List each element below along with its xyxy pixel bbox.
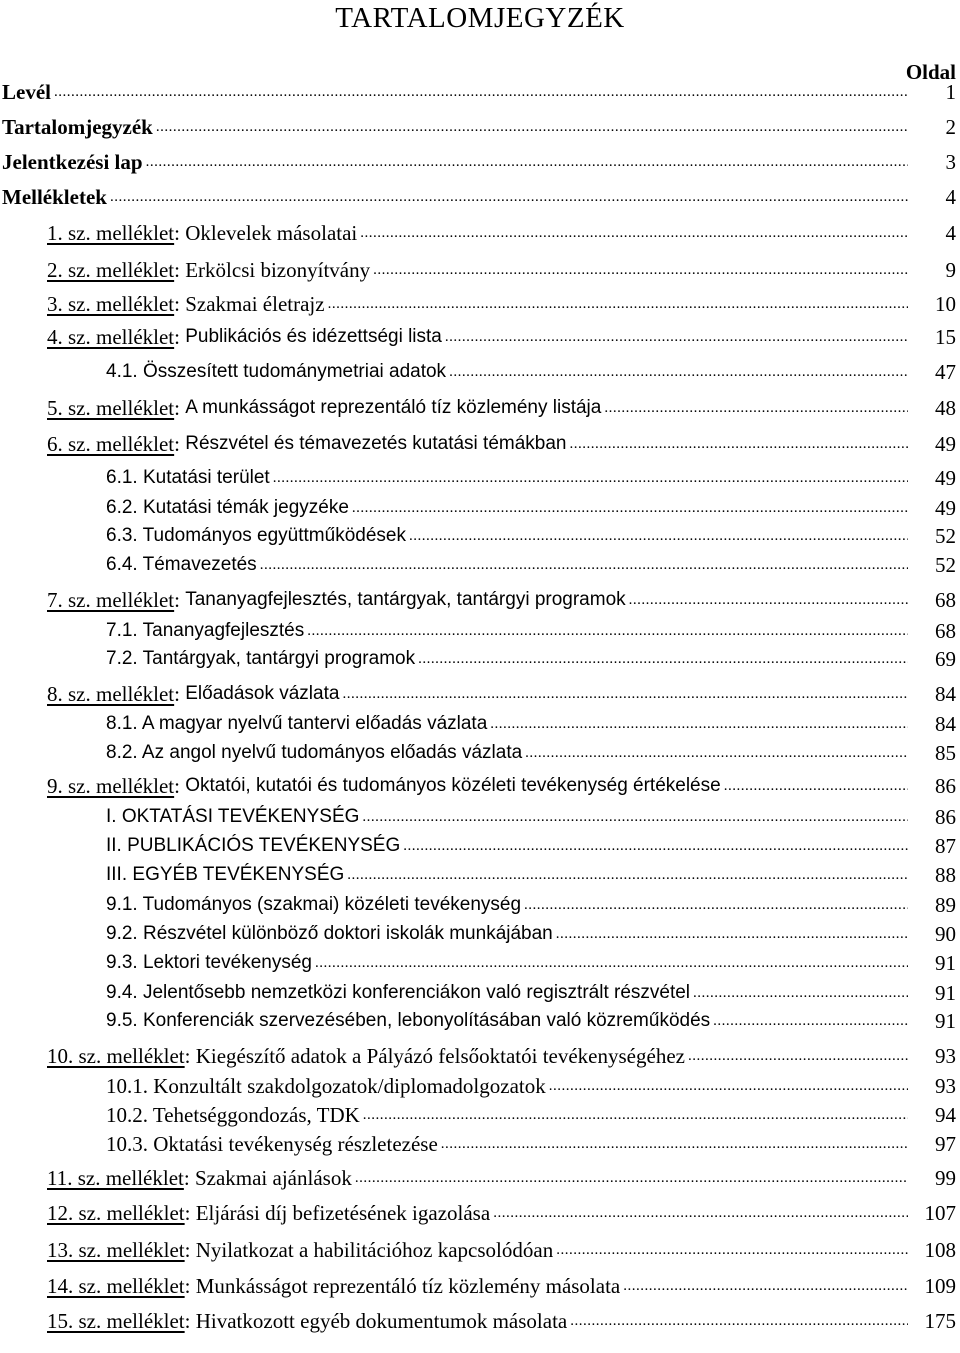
toc-page-number: 84 [935, 712, 956, 736]
toc-entry-title: 9.3. Lektori tevékenység [106, 952, 312, 973]
toc-entry[interactable] [0, 358, 956, 386]
toc-entry-title: Publikációs és idézettségi lista [185, 326, 442, 347]
toc-entry[interactable] [0, 551, 956, 579]
toc-page-number: 89 [935, 893, 956, 917]
toc-entry-label [0, 78, 51, 106]
annex-number: 7. sz. melléklet [47, 588, 175, 612]
toc-entry[interactable] [0, 323, 956, 351]
toc-entry-label [0, 586, 626, 614]
dot-leader [525, 739, 908, 767]
toc-entry-label [0, 183, 107, 211]
dot-leader [713, 1007, 908, 1035]
toc-entry[interactable] [0, 113, 956, 141]
toc-entry-title: II. PUBLIKÁCIÓS TEVÉKENYSÉG [106, 835, 401, 856]
dot-leader [570, 1307, 908, 1335]
annex-separator: : [174, 774, 186, 798]
dot-leader [328, 290, 908, 318]
annex-separator: : [184, 1201, 196, 1225]
toc-entry-label [0, 1307, 567, 1335]
dot-leader [315, 949, 908, 977]
toc-entry-title: Tartalomjegyzék [2, 115, 153, 139]
toc-entry[interactable] [0, 394, 956, 422]
toc-entry[interactable] [0, 1072, 956, 1100]
toc-entry[interactable] [0, 183, 956, 211]
toc-entry[interactable] [0, 803, 956, 831]
toc-entry-label [0, 219, 357, 247]
toc-entry-label [0, 1272, 620, 1300]
toc-entry[interactable] [0, 1307, 956, 1335]
toc-entry[interactable] [0, 979, 956, 1007]
toc-entry-label [0, 949, 312, 977]
toc-page-number: 87 [935, 834, 956, 858]
toc-entry-title: 4.1. Összesített tudománymetriai adatok [106, 361, 447, 382]
toc-page-number: 3 [945, 150, 956, 174]
annex-separator: : [183, 1166, 195, 1190]
toc-page-number: 91 [935, 981, 956, 1005]
toc-entry-label [0, 920, 553, 948]
dot-leader [556, 920, 908, 948]
annex-number: 15. sz. melléklet [47, 1309, 185, 1333]
annex-separator: : [174, 588, 186, 612]
toc-page-number: 48 [935, 396, 956, 420]
annex-number: 3. sz. melléklet [47, 292, 175, 316]
toc-page-number: 175 [924, 1309, 956, 1333]
toc-entry[interactable] [0, 1199, 956, 1227]
dot-leader [490, 710, 908, 738]
annex-separator: : [174, 325, 186, 349]
toc-entry-title: Jelentkezési lap [2, 150, 143, 174]
toc-page-number: 69 [935, 647, 956, 671]
toc-entry-label [0, 148, 143, 176]
toc-entry-label [0, 394, 601, 422]
annex-number: 8. sz. melléklet [47, 682, 175, 706]
annex-number: 6. sz. melléklet [47, 432, 175, 456]
dot-leader [688, 1042, 908, 1070]
toc-entry-title: 9.4. Jelentősebb nemzetközi konferenciákon való regisztrált részvétel [106, 982, 691, 1003]
toc-page-number: 47 [935, 360, 956, 384]
toc-entry-title: 9.5. Konferenciák szervezésében, lebonyolításában való közreműködés [106, 1010, 711, 1031]
toc-entry-title: 6.3. Tudományos együttműködések [106, 525, 406, 546]
toc-entry[interactable] [0, 680, 956, 708]
toc-entry-title: Szakmai ajánlások [194, 1166, 352, 1190]
dot-leader [110, 183, 908, 211]
dot-leader [604, 394, 908, 422]
dot-leader [441, 1130, 908, 1158]
annex-number: 10. sz. melléklet [47, 1044, 185, 1068]
toc-entry-title: Részvétel és témavezetés kutatási témákban [185, 433, 567, 454]
toc-page-number: 68 [935, 588, 956, 612]
toc-page-number: 52 [935, 553, 956, 577]
dot-leader [403, 832, 908, 860]
dot-leader [549, 1072, 908, 1100]
annex-separator: : [184, 1309, 196, 1333]
toc-entry-title: Tananyagfejlesztés, tantárgyak, tantárgyi programok [185, 589, 626, 610]
toc-entry[interactable] [0, 586, 956, 614]
toc-entry-title: Erkölcsi bizonyítvány [185, 258, 371, 282]
toc-page-number: 91 [935, 951, 956, 975]
dot-leader [360, 219, 908, 247]
dot-leader [524, 891, 908, 919]
toc-entry-label [0, 861, 344, 889]
toc-entry-label [0, 979, 690, 1007]
toc-entry-label [0, 430, 566, 458]
toc-entry-label [0, 832, 400, 860]
toc-entry[interactable] [0, 920, 956, 948]
toc-entry-label [0, 290, 325, 318]
toc-page-number: 84 [935, 682, 956, 706]
toc-entry-title: 7.1. Tananyagfejlesztés [106, 620, 305, 641]
toc-page-number: 68 [935, 619, 956, 643]
toc-entry-label [0, 522, 406, 550]
toc-entry-label [0, 680, 339, 708]
toc-entry-title: 10.2. Tehetséggondozás, TDK [106, 1103, 360, 1127]
toc-entry-label [0, 551, 257, 579]
annex-number: 5. sz. melléklet [47, 396, 175, 420]
toc-entry[interactable] [0, 1164, 956, 1192]
toc-entry-label [0, 1042, 685, 1070]
toc-entry-title: III. EGYÉB TEVÉKENYSÉG [106, 864, 345, 885]
toc-entry-label [0, 710, 487, 738]
toc-page-number: 9 [945, 258, 956, 282]
toc-entry[interactable] [0, 219, 956, 247]
dot-leader [724, 772, 908, 800]
dot-leader [260, 551, 908, 579]
toc-entry-label [0, 113, 153, 141]
toc-entry[interactable] [0, 256, 956, 284]
toc-entry[interactable] [0, 1130, 956, 1158]
toc-entry-title: 9.2. Részvétel különböző doktori iskolák munkájában [106, 923, 553, 944]
toc-entry[interactable] [0, 772, 956, 800]
toc-entry[interactable] [0, 832, 956, 860]
toc-entry-label [0, 645, 415, 673]
toc-entry[interactable] [0, 78, 956, 106]
toc-entry-label [0, 891, 521, 919]
toc-page-number: 86 [935, 774, 956, 798]
toc-entry-title: Munkásságot reprezentáló tíz közlemény másolata [195, 1274, 621, 1298]
annex-number: 13. sz. melléklet [47, 1238, 185, 1262]
dot-leader [363, 1101, 908, 1129]
toc-entry-title: 6.1. Kutatási terület [106, 467, 270, 488]
toc-entry-title: 6.2. Kutatási témák jegyzéke [106, 497, 349, 518]
toc-entry-label [0, 256, 370, 284]
toc-entry-title: Eljárási díj befizetésének igazolása [195, 1201, 491, 1225]
annex-separator: : [174, 221, 186, 245]
toc-entry-title: Szakmai életrajz [185, 292, 325, 316]
toc-entry-label [0, 1199, 490, 1227]
dot-leader [355, 1164, 908, 1192]
toc-page-number: 94 [935, 1103, 956, 1127]
toc-page-number: 107 [924, 1201, 956, 1225]
toc-entry-label [0, 1130, 438, 1158]
toc-entry[interactable] [0, 464, 956, 492]
toc-page-number: 109 [924, 1274, 956, 1298]
toc-entry-title: Hivatkozott egyéb dokumentumok másolata [195, 1309, 568, 1333]
toc-entry-title: Oklevelek másolatai [185, 221, 358, 245]
toc-entry[interactable] [0, 617, 956, 645]
annex-number: 1. sz. melléklet [47, 221, 175, 245]
dot-leader [445, 323, 908, 351]
toc-entry[interactable] [0, 1236, 956, 1264]
dot-leader [347, 861, 908, 889]
toc-entry-title: A munkásságot reprezentáló tíz közlemény listája [185, 397, 602, 418]
toc-entry-label [0, 464, 270, 492]
dot-leader [342, 680, 908, 708]
toc-page-number: 88 [935, 863, 956, 887]
toc-entry-title: 7.2. Tantárgyak, tantárgyi programok [106, 648, 416, 669]
dot-leader [352, 494, 908, 522]
toc-entry-label [0, 1236, 553, 1264]
toc-entry[interactable] [0, 739, 956, 767]
dot-leader [569, 430, 908, 458]
dot-leader [273, 464, 908, 492]
toc-page-number: 49 [935, 432, 956, 456]
toc-entry-label [0, 358, 446, 386]
toc-page-number: 91 [935, 1009, 956, 1033]
dot-leader [362, 803, 908, 831]
toc-entry-label [0, 494, 349, 522]
dot-leader [409, 522, 908, 550]
toc-entry[interactable] [0, 522, 956, 550]
toc-entry[interactable] [0, 1272, 956, 1300]
toc-page-number: 93 [935, 1074, 956, 1098]
toc-page-number: 93 [935, 1044, 956, 1068]
annex-separator: : [174, 682, 186, 706]
toc-entry[interactable] [0, 494, 956, 522]
toc-page-number: 52 [935, 524, 956, 548]
toc-entry-label [0, 323, 442, 351]
toc-entry-title: 6.4. Témavezetés [106, 554, 257, 575]
toc-page-number: 2 [945, 115, 956, 139]
toc-entry-label [0, 1007, 710, 1035]
toc-entry-label [0, 1101, 360, 1129]
annex-separator: : [174, 396, 186, 420]
toc-entry-label [0, 739, 522, 767]
toc-entry[interactable] [0, 148, 956, 176]
toc-entry-label [0, 617, 304, 645]
toc-page-number: 49 [935, 496, 956, 520]
dot-leader [629, 586, 908, 614]
dot-leader [418, 645, 908, 673]
toc-page-number: 97 [935, 1132, 956, 1156]
toc-page-number: 10 [935, 292, 956, 316]
toc-entry[interactable] [0, 430, 956, 458]
toc-entry-title: Nyilatkozat a habilitációhoz kapcsolódóan [195, 1238, 554, 1262]
toc-entry-title: Oktatói, kutatói és tudományos közéleti tevékenység értékelése [185, 775, 721, 796]
annex-separator: : [174, 292, 186, 316]
dot-leader [307, 617, 908, 645]
toc-entry-title: 8.1. A magyar nyelvű tantervi előadás vázlata [106, 713, 488, 734]
toc-page-number: 85 [935, 741, 956, 765]
dot-leader [373, 256, 908, 284]
annex-number: 4. sz. melléklet [47, 325, 175, 349]
toc-entry-title: 9.1. Tudományos (szakmai) közéleti tevékenység [106, 894, 522, 915]
dot-leader [623, 1272, 908, 1300]
toc-page-number: 90 [935, 922, 956, 946]
toc-page-number: 49 [935, 466, 956, 490]
annex-number: 14. sz. melléklet [47, 1274, 185, 1298]
annex-number: 2. sz. melléklet [47, 258, 175, 282]
dot-leader [449, 358, 908, 386]
toc-page-number: 15 [935, 325, 956, 349]
toc-page-number: 99 [935, 1166, 956, 1190]
toc-entry[interactable] [0, 1042, 956, 1070]
toc-entry-label [0, 803, 359, 831]
annex-separator: : [184, 1274, 196, 1298]
toc-page-number: 4 [945, 221, 956, 245]
page-column-header: Oldal [905, 60, 956, 84]
annex-separator: : [184, 1044, 196, 1068]
document-title: TARTALOMJEGYZÉK [335, 2, 625, 34]
annex-number: 12. sz. melléklet [47, 1201, 185, 1225]
annex-separator: : [174, 432, 186, 456]
toc-entry[interactable] [0, 1101, 956, 1129]
toc-entry[interactable] [0, 710, 956, 738]
toc-entry[interactable] [0, 949, 956, 977]
toc-page-number: 86 [935, 805, 956, 829]
toc-entry-title: 10.1. Konzultált szakdolgozatok/diplomadolgozatok [106, 1074, 546, 1098]
toc-entry-label [0, 1164, 352, 1192]
dot-leader [156, 113, 908, 141]
toc-entry-title: Előadások vázlata [185, 683, 340, 704]
toc-entry-title: I. OKTATÁSI TEVÉKENYSÉG [106, 806, 360, 827]
dot-leader [556, 1236, 908, 1264]
toc-entry-title: 8.2. Az angol nyelvű tudományos előadás vázlata [106, 742, 523, 763]
annex-separator: : [174, 258, 186, 282]
dot-leader [493, 1199, 908, 1227]
toc-entry-title: Kiegészítő adatok a Pályázó felsőoktatói tevékenységéhez [195, 1044, 685, 1068]
toc-page-number: 108 [924, 1238, 956, 1262]
toc-entry[interactable] [0, 1007, 956, 1035]
toc-page-number: 4 [945, 185, 956, 209]
dot-leader [693, 979, 908, 1007]
toc-entry-title: 10.3. Oktatási tevékenység részletezése [106, 1132, 438, 1156]
annex-number: 9. sz. melléklet [47, 774, 175, 798]
toc-entry[interactable] [0, 891, 956, 919]
toc-entry-label [0, 1072, 546, 1100]
toc-entry[interactable] [0, 861, 956, 889]
toc-entry-title: Levél [2, 80, 51, 104]
dot-leader [54, 78, 908, 106]
dot-leader [146, 148, 908, 176]
toc-entry[interactable] [0, 290, 956, 318]
toc-entry-title: Mellékletek [2, 185, 107, 209]
annex-number: 11. sz. melléklet [47, 1166, 184, 1190]
annex-separator: : [184, 1238, 196, 1262]
toc-page-number: 1 [945, 80, 956, 104]
toc-entry[interactable] [0, 645, 956, 673]
toc-entry-label [0, 772, 721, 800]
